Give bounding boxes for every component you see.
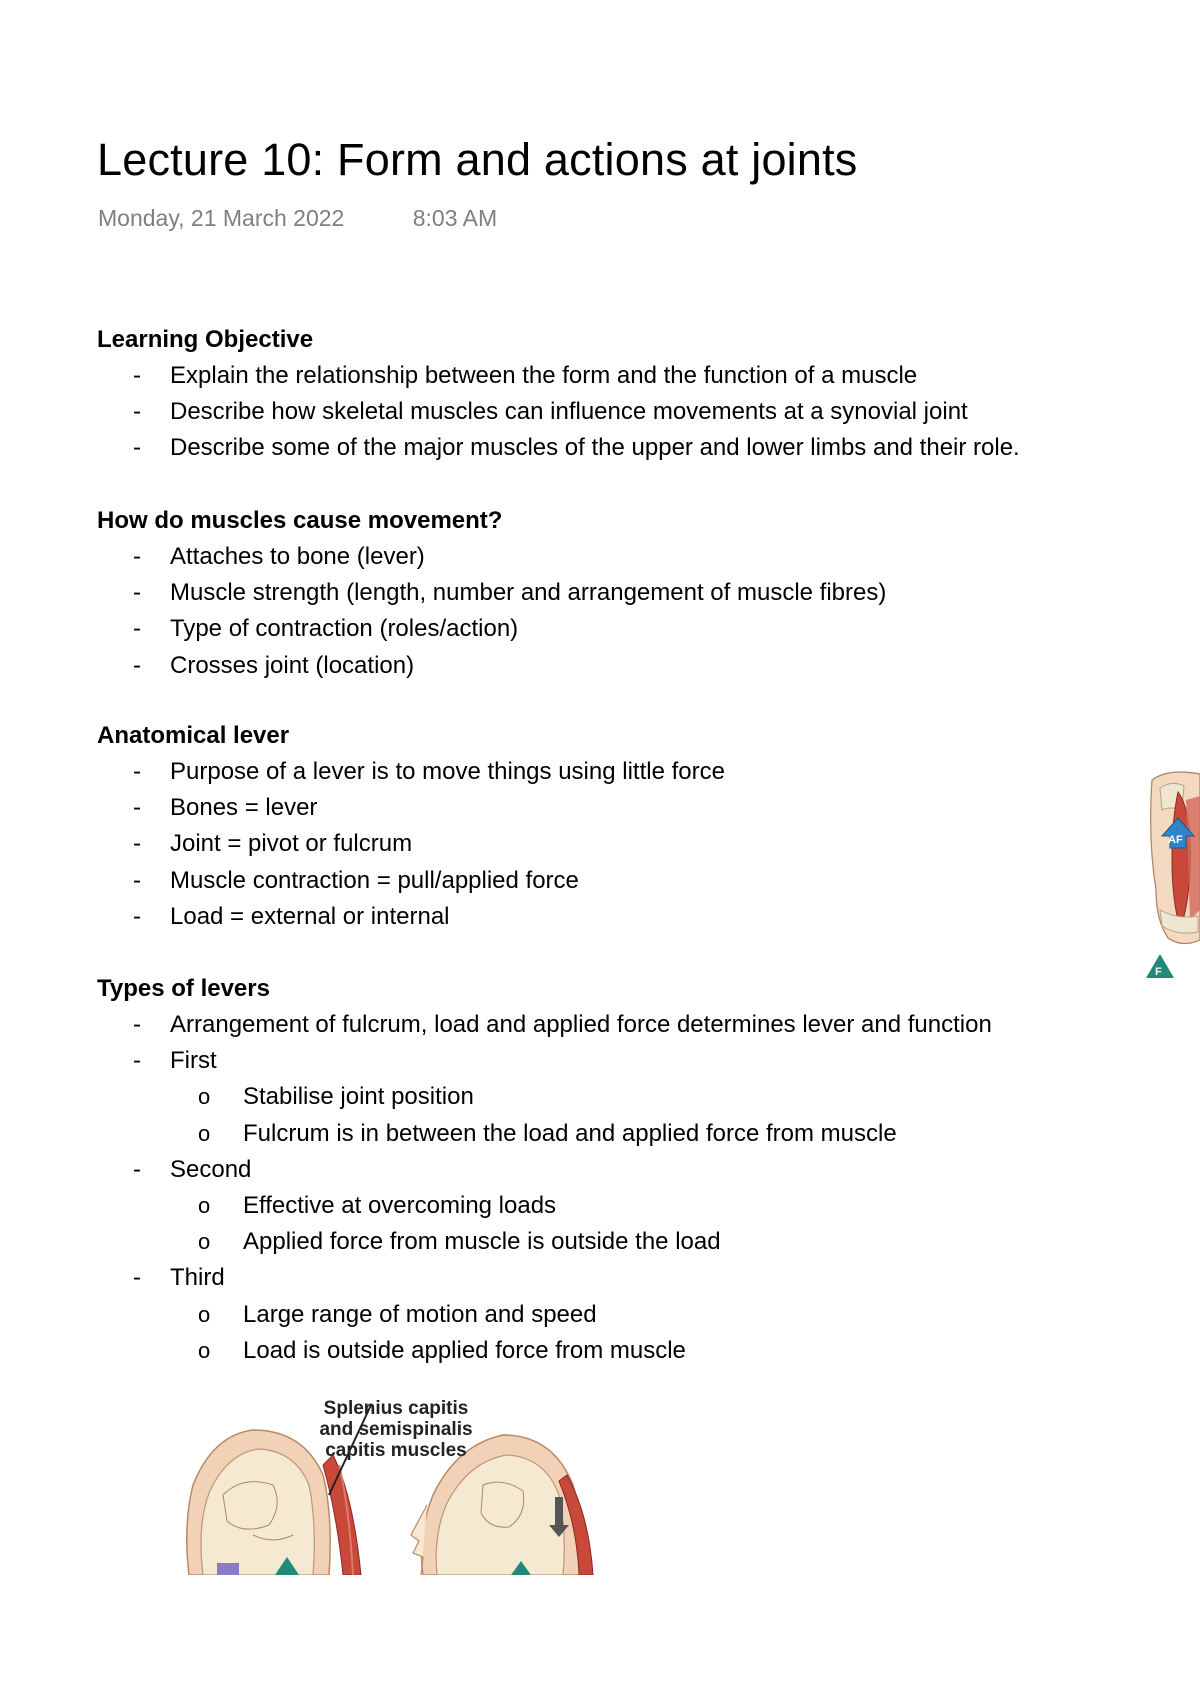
list-item — [97, 1007, 1157, 1043]
dash-bullet: - — [133, 615, 141, 643]
note-time: 8:03 AM — [412, 205, 498, 231]
list-item-first — [97, 1043, 1157, 1079]
list-item — [97, 863, 1157, 899]
dash-bullet: - — [133, 434, 141, 462]
sub-list-item — [97, 1297, 1157, 1333]
list-item-text: Describe some of the major muscles of the upper and lower limbs and their role. — [170, 434, 1020, 462]
sub-list-item — [97, 1116, 1157, 1152]
list-item — [97, 394, 1157, 430]
list-item-second — [97, 1152, 1157, 1188]
list-item — [97, 754, 1157, 790]
circle-bullet: o — [198, 1337, 211, 1363]
section-muscle-movement — [97, 503, 1157, 684]
list-item — [97, 790, 1157, 826]
dash-bullet: - — [133, 866, 141, 894]
list-item — [97, 575, 1157, 611]
list-item-text: Crosses joint (location) — [170, 651, 415, 679]
circle-bullet: o — [198, 1084, 211, 1110]
dash-bullet: - — [133, 579, 141, 607]
load-marker — [217, 1563, 239, 1575]
list-item-text: Describe how skeletal muscles can influence movements at a synovial joint — [170, 398, 968, 426]
dash-bullet: - — [133, 362, 141, 389]
sub-list-item-text: Effective at overcoming loads — [243, 1191, 557, 1219]
list-item-text: Bones = lever — [170, 794, 318, 822]
list-item-text: Attaches to bone (lever) — [170, 543, 425, 570]
sub-list-item — [97, 1224, 1157, 1260]
sub-list-item-text: Load is outside applied force from muscle — [243, 1336, 686, 1364]
section-heading: Learning Objective — [97, 326, 314, 353]
note-timestamp — [98, 205, 497, 232]
list-item — [97, 899, 1157, 935]
list-item-text: Joint = pivot or fulcrum — [170, 830, 413, 858]
list-item-third — [97, 1260, 1157, 1296]
sub-list-item — [97, 1079, 1157, 1115]
dash-bullet: - — [133, 758, 141, 785]
dash-bullet: - — [133, 902, 141, 930]
fulcrum-label: F — [1155, 966, 1162, 978]
list-item-text: Muscle contraction = pull/applied force — [170, 866, 579, 894]
list-item — [97, 611, 1157, 647]
section-heading: How do muscles cause movement? — [97, 507, 503, 534]
list-item-text: Explain the relationship between the form and the function of a muscle — [170, 362, 918, 389]
list-item-text: Second — [170, 1155, 252, 1183]
circle-bullet: o — [198, 1229, 211, 1255]
list-item — [97, 648, 1157, 684]
section-types-of-levers — [97, 971, 1157, 1369]
list-item — [97, 430, 1157, 466]
sub-list-item-text: Stabilise joint position — [243, 1083, 474, 1111]
circle-bullet: o — [198, 1120, 211, 1146]
list-item-text: Type of contraction (roles/action) — [170, 615, 519, 643]
list-item-text: First — [170, 1047, 217, 1075]
dash-bullet: - — [133, 794, 141, 822]
sub-list-item-text: Fulcrum is in between the load and applied force from muscle — [243, 1119, 897, 1147]
dash-bullet: - — [133, 830, 141, 858]
page-title: Lecture 10: Form and actions at joints — [97, 134, 858, 185]
section-learning-objective — [97, 322, 1157, 467]
af-label: AF — [1168, 834, 1183, 846]
arm-illustration — [1138, 770, 1200, 985]
dash-bullet: - — [133, 1047, 141, 1075]
sub-list-item — [97, 1188, 1157, 1224]
sub-list-item-text: Applied force from muscle is outside the load — [243, 1228, 721, 1256]
list-item-text: Load = external or internal — [170, 902, 450, 930]
section-heading: Anatomical lever — [97, 722, 290, 749]
dash-bullet: - — [133, 1155, 141, 1183]
figure-caption: Splenius capitis and semispinalis capitis muscles — [319, 1398, 473, 1461]
circle-bullet: o — [198, 1192, 211, 1218]
dash-bullet: - — [133, 398, 141, 426]
list-item-text: Third — [170, 1264, 225, 1292]
section-heading: Types of levers — [97, 975, 270, 1002]
sub-list-item-text: Large range of motion and speed — [243, 1300, 597, 1328]
list-item-text: Arrangement of fulcrum, load and applied force determines lever and function — [170, 1011, 992, 1038]
note-date: Monday, 21 March 2022 — [98, 205, 345, 231]
list-item-text: Muscle strength (length, number and arrangement of muscle fibres) — [170, 579, 887, 607]
dash-bullet: - — [133, 1264, 141, 1292]
arm-lever-figure — [1138, 770, 1200, 985]
circle-bullet: o — [198, 1301, 211, 1327]
dash-bullet: - — [133, 651, 141, 679]
sub-list-item — [97, 1333, 1157, 1369]
list-item — [97, 358, 1157, 394]
dash-bullet: - — [133, 1011, 141, 1038]
section-anatomical-lever — [97, 718, 1157, 935]
list-item — [97, 826, 1157, 862]
list-item-text: Purpose of a lever is to move things using little force — [170, 758, 725, 785]
list-item — [97, 539, 1157, 575]
dash-bullet: - — [133, 543, 141, 570]
